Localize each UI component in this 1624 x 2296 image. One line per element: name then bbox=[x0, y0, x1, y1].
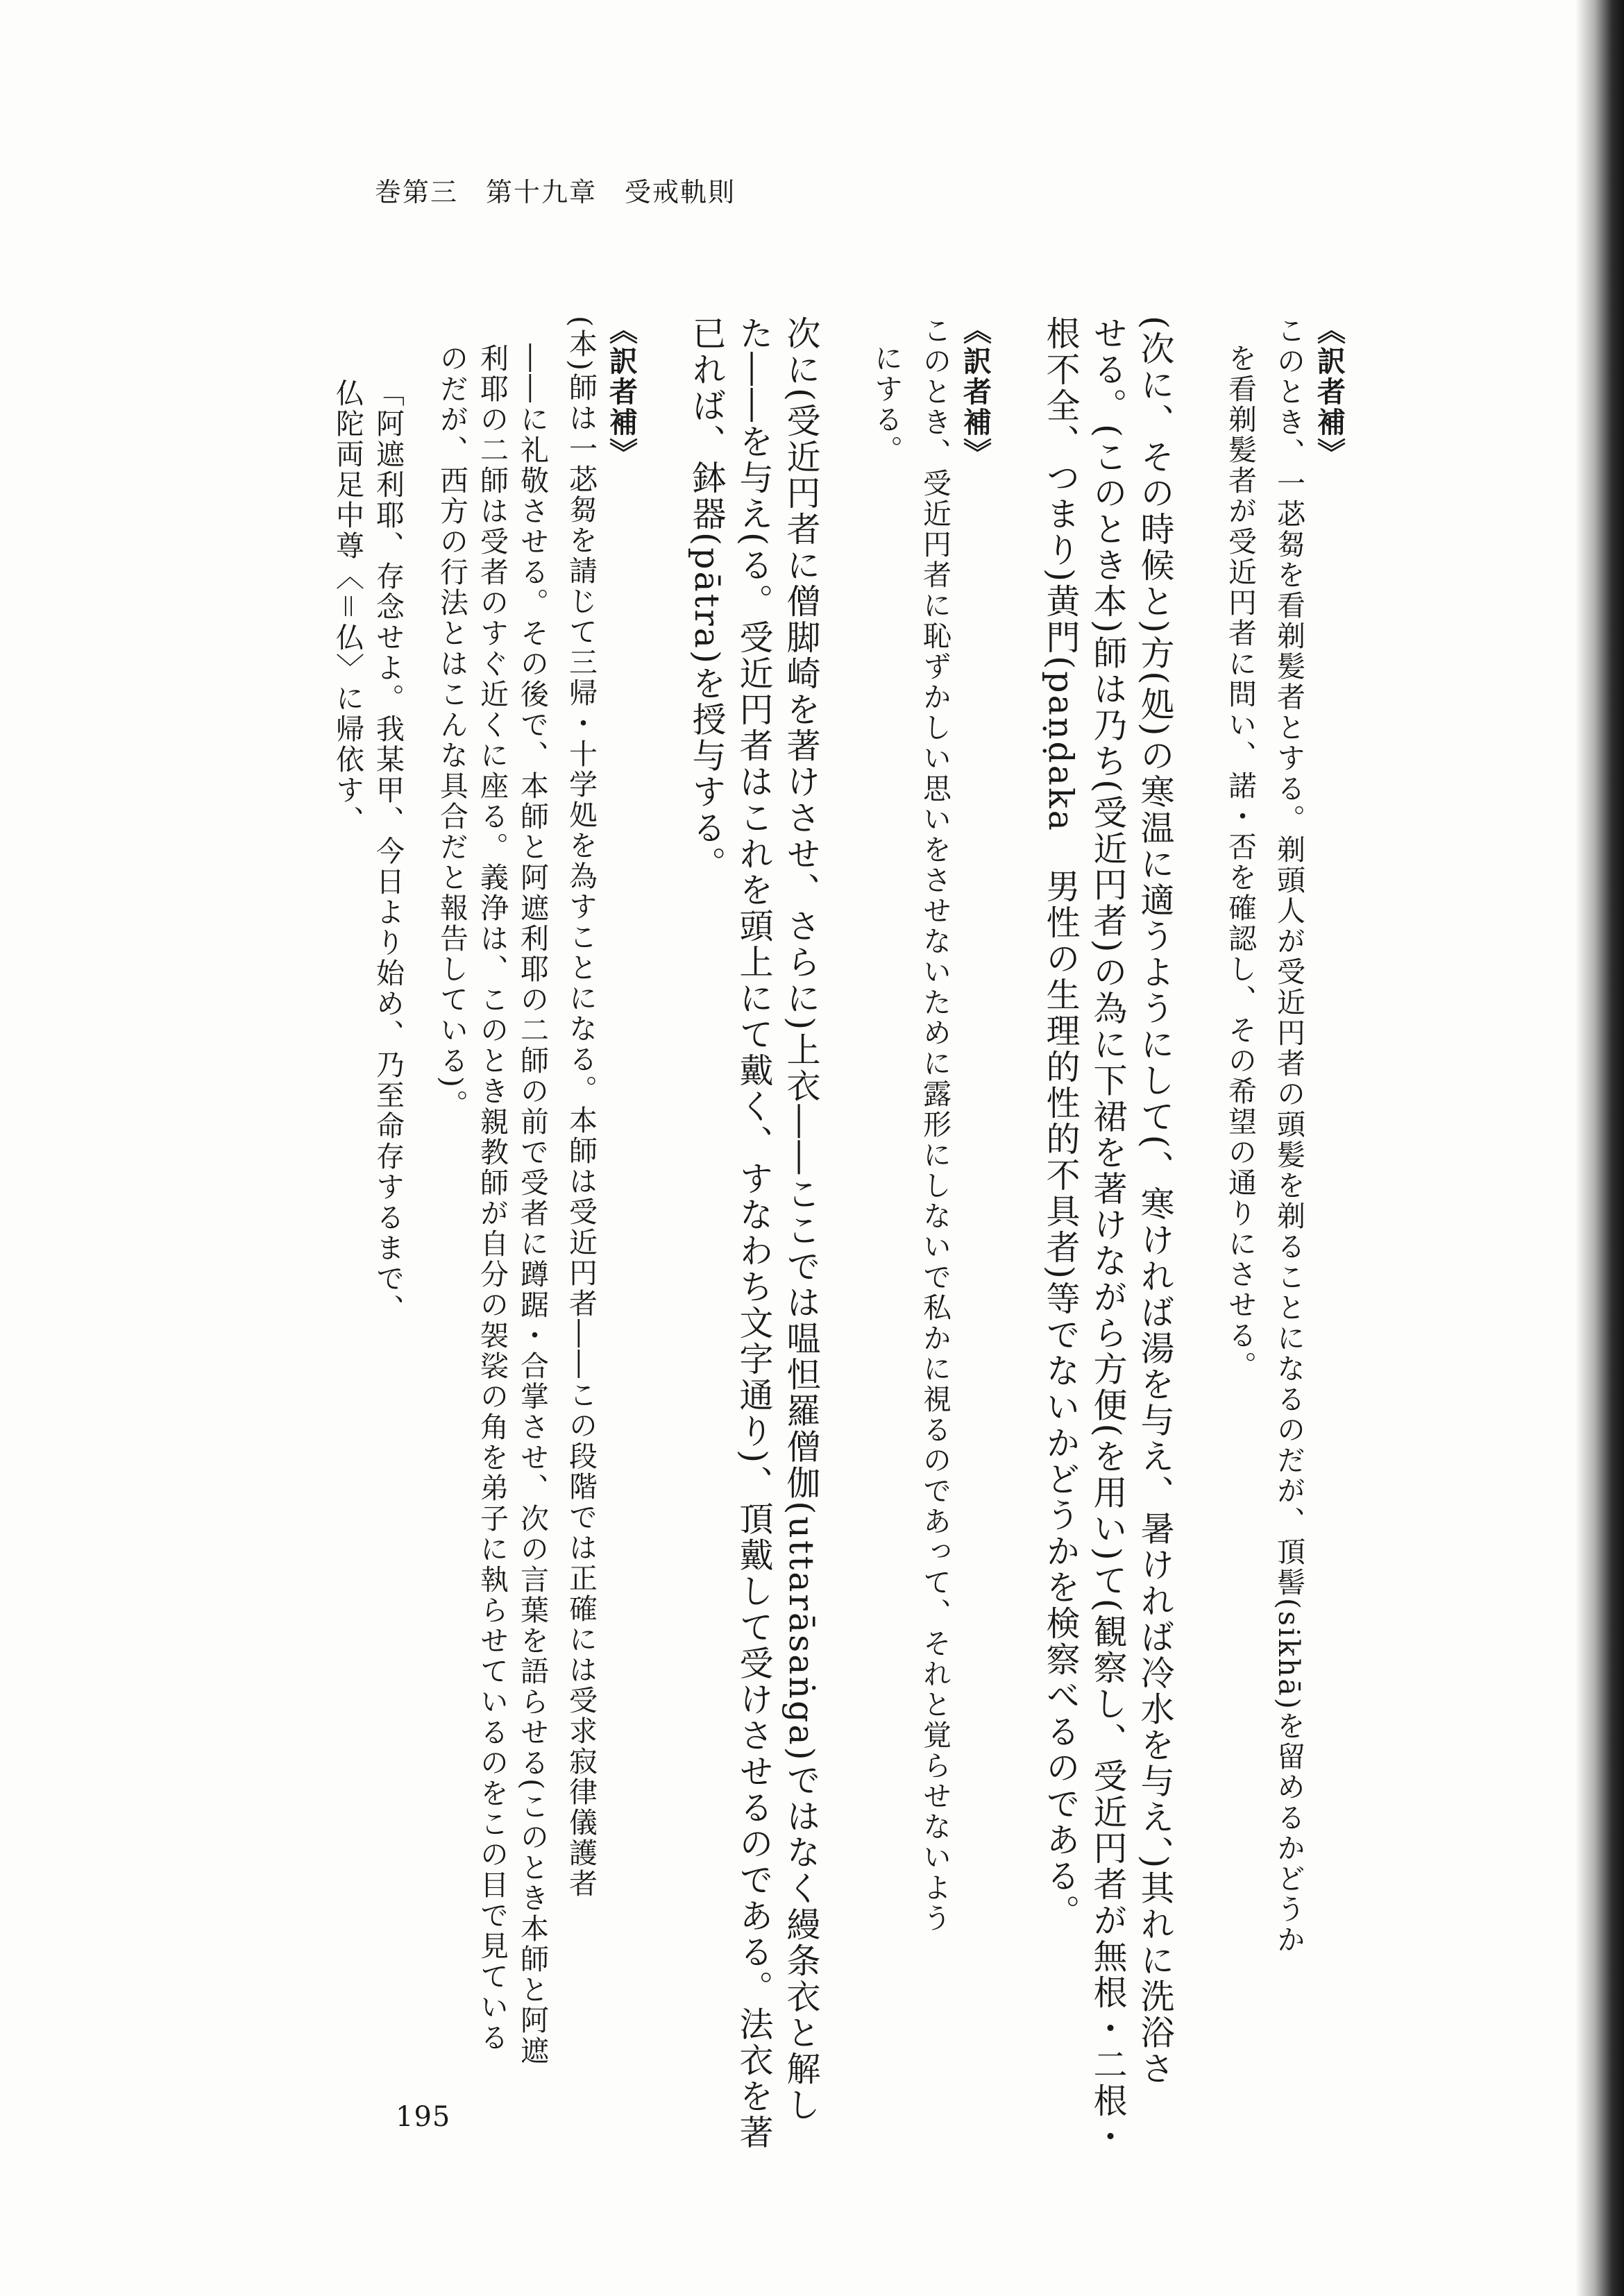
translator-note-label: 《訳者補》 bbox=[958, 316, 992, 468]
text-line: 根不全、つまり)黄門(paṇḍaka 男性の生理的性的不具者)等でないかどうかを検察べるのである。 bbox=[1041, 316, 1081, 1930]
quote-line: 「阿遮利耶、存念せよ。我某甲、今日より始め、乃至命存するまで、 bbox=[371, 378, 405, 1325]
running-head: 巻第三 第十九章 受戒軌則 bbox=[375, 177, 736, 207]
translator-note-label: 《訳者補》 bbox=[604, 316, 638, 468]
text-line: せる。(このとき本)師は乃ち(受近円者)の為に下裙を著けながら方便(を用い)て(観察し、受近円者が無根・二根・ bbox=[1088, 316, 1128, 2155]
text-line: (次に、その時候と)方(処)の寒温に適うようにして(、寒ければ湯を与え、暑ければ冷水を与え、)其れに洗浴さ bbox=[1135, 316, 1175, 2087]
text-line: 已れば、鉢器(pātra)を授与する。 bbox=[687, 316, 727, 883]
quote-line: 仏陀両足中尊〈＝仏〉に帰依す、 bbox=[331, 378, 364, 836]
page-number: 195 bbox=[396, 2101, 451, 2133]
text-line: を看剃髪者が受近円者に問い、諾・否を確認し、その希望の通りにさせる。 bbox=[1224, 343, 1257, 1381]
text-line: にする。 bbox=[870, 343, 903, 466]
text-line: (本)師は一苾芻を請じて三帰・十学処を為すことになる。本師は受近円者――この段階では正確には受求寂律儀護者 bbox=[564, 316, 598, 1899]
text-line: た――を与え(る。受近円者はこれを頭上にて戴く、すなわち文字通り)、頂戴して受けさせるのである。法衣を著 bbox=[734, 316, 774, 2151]
text-line: 次に(受近円者に僧脚崎を著けさせ、さらに)上衣――ここでは嗢怛羅僧伽(uttarāsaṅga)ではなく縵条衣と解し bbox=[781, 316, 821, 2123]
text-line: このとき、一苾芻を看剃髪者とする。剃頭人が受近円者の頭髪を剃ることになるのだが、頂髻(sikhā)を留めるかどうか bbox=[1272, 316, 1305, 1955]
text-line: のだが、西方の行法とはこんな具合だと報告している)。 bbox=[435, 343, 468, 1120]
scan-shadow-edge bbox=[1575, 0, 1624, 2296]
text-line: このとき、受近円者に恥ずかしい思いをさせないために露形にしないで私かに視るのであって、それと覚らせないよう bbox=[918, 316, 951, 1934]
translator-note-label: 《訳者補》 bbox=[1312, 316, 1346, 468]
text-line: ――に礼敬させる。その後で、本師と阿遮利耶の二師の前で受者に蹲踞・合掌させ、次の言葉を語らせる(このとき本師と阿遮 bbox=[516, 343, 549, 2066]
text-line: 利耶の二師は受者のすぐ近くに座る。義浄は、このとき親教師が自分の袈裟の角を弟子に執らせているのをこの目で見ている bbox=[475, 343, 509, 2053]
